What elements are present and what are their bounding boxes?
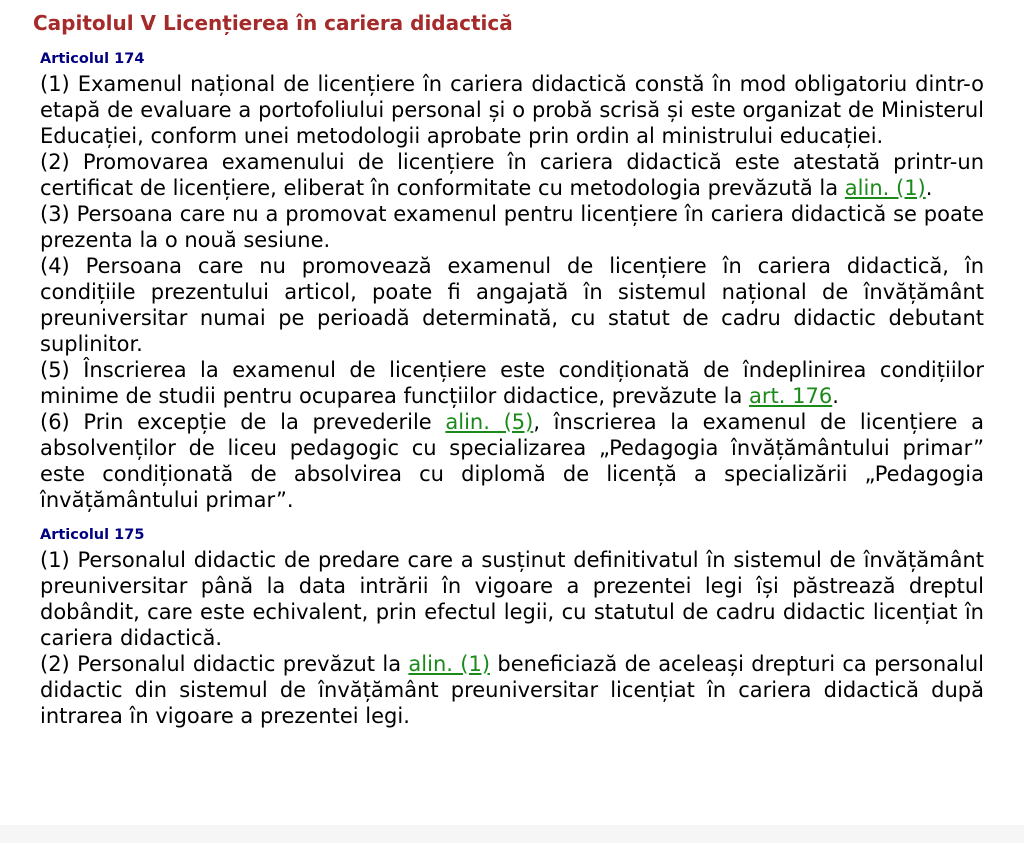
paragraph-4 — [40, 253, 984, 357]
reference-link-alin-1[interactable]: alin. (1) — [844, 176, 926, 200]
paragraph-2 — [40, 149, 984, 201]
chapter-title: Capitolul V Licențierea în cariera didactică — [33, 11, 513, 35]
paragraph-text: (4) Persoana care nu promovează examenul de licențiere în cariera didactică, în condițiile prezentului articol, poate fi angajată în sistemul național de învățământ preuniversitar numai pe perioadă determinată, cu statut de cadru didactic debutant suplinitor. — [40, 254, 984, 356]
paragraph-text-end: , înscrierea la examenul de licențiere a absolvenților de liceu pedagogic cu specializarea „Pedagogia învățământului primar” este condiționată de absolvirea cu diplomă de licență a specializării „Pedagogia învățământului primar”. — [40, 410, 984, 512]
reference-link-art-176[interactable]: art. 176 — [749, 384, 833, 408]
article-175 — [40, 525, 984, 729]
paragraph-3 — [40, 201, 984, 253]
article-174 — [40, 49, 984, 513]
reference-link-alin-5[interactable]: alin. (5) — [445, 410, 534, 434]
paragraph-text-end: . — [925, 176, 933, 200]
paragraph-5 — [40, 357, 984, 409]
paragraph-text: (2) Promovarea examenului de licențiere în cariera didactică este atestată printr-un certificat de licențiere, eliberat în conformitate cu metodologia prevăzută la — [40, 150, 984, 200]
paragraph-text-end: beneficiază de aceleași drepturi ca personalul didactic din sistemul de învățământ preuniversitar licențiat în cariera didactică după intrarea în vigoare a prezentei legi. — [40, 652, 984, 728]
article-title: Articolul 175 — [40, 527, 145, 543]
paragraph-2 — [40, 651, 984, 729]
paragraph-text: (5) Înscrierea la examenul de licențiere este condiționată de îndeplinirea condițiilor minime de studii pentru ocuparea funcțiilor didactice, prevăzute la — [40, 358, 984, 408]
reference-link-alin-1[interactable]: alin. (1) — [408, 652, 491, 676]
paragraph-1 — [40, 71, 984, 149]
paragraph-text: (6) Prin excepție de la prevederile — [40, 410, 446, 434]
paragraph-text: (3) Persoana care nu a promovat examenul pentru licențiere în cariera didactică se poate prezenta la o nouă sesiune. — [40, 202, 984, 252]
article-title: Articolul 174 — [40, 51, 145, 67]
paragraph-6 — [40, 409, 984, 513]
paragraph-text: (2) Personalul didactic prevăzut la — [40, 652, 409, 676]
paragraph-text: (1) Personalul didactic de predare care a susținut definitivatul în sistemul de învățământ preuniversitar până la data intrării în vigoare a prezentei legi își păstrează dreptul dobândit, care este echivalent, prin efectul legii, cu statutul de cadru didactic licențiat în cariera didactică. — [40, 548, 984, 650]
paragraph-1 — [40, 547, 984, 651]
paragraph-text-end: . — [832, 384, 839, 408]
bottom-fade-strip — [0, 825, 1024, 843]
paragraph-text: (1) Examenul național de licențiere în cariera didactică constă în mod obligatoriu dintr-o etapă de evaluare a portofoliului personal și o probă scrisă și este organizat de Ministerul Educației, conform unei metodologii aprobate prin ordin al ministrului educației. — [40, 72, 984, 148]
